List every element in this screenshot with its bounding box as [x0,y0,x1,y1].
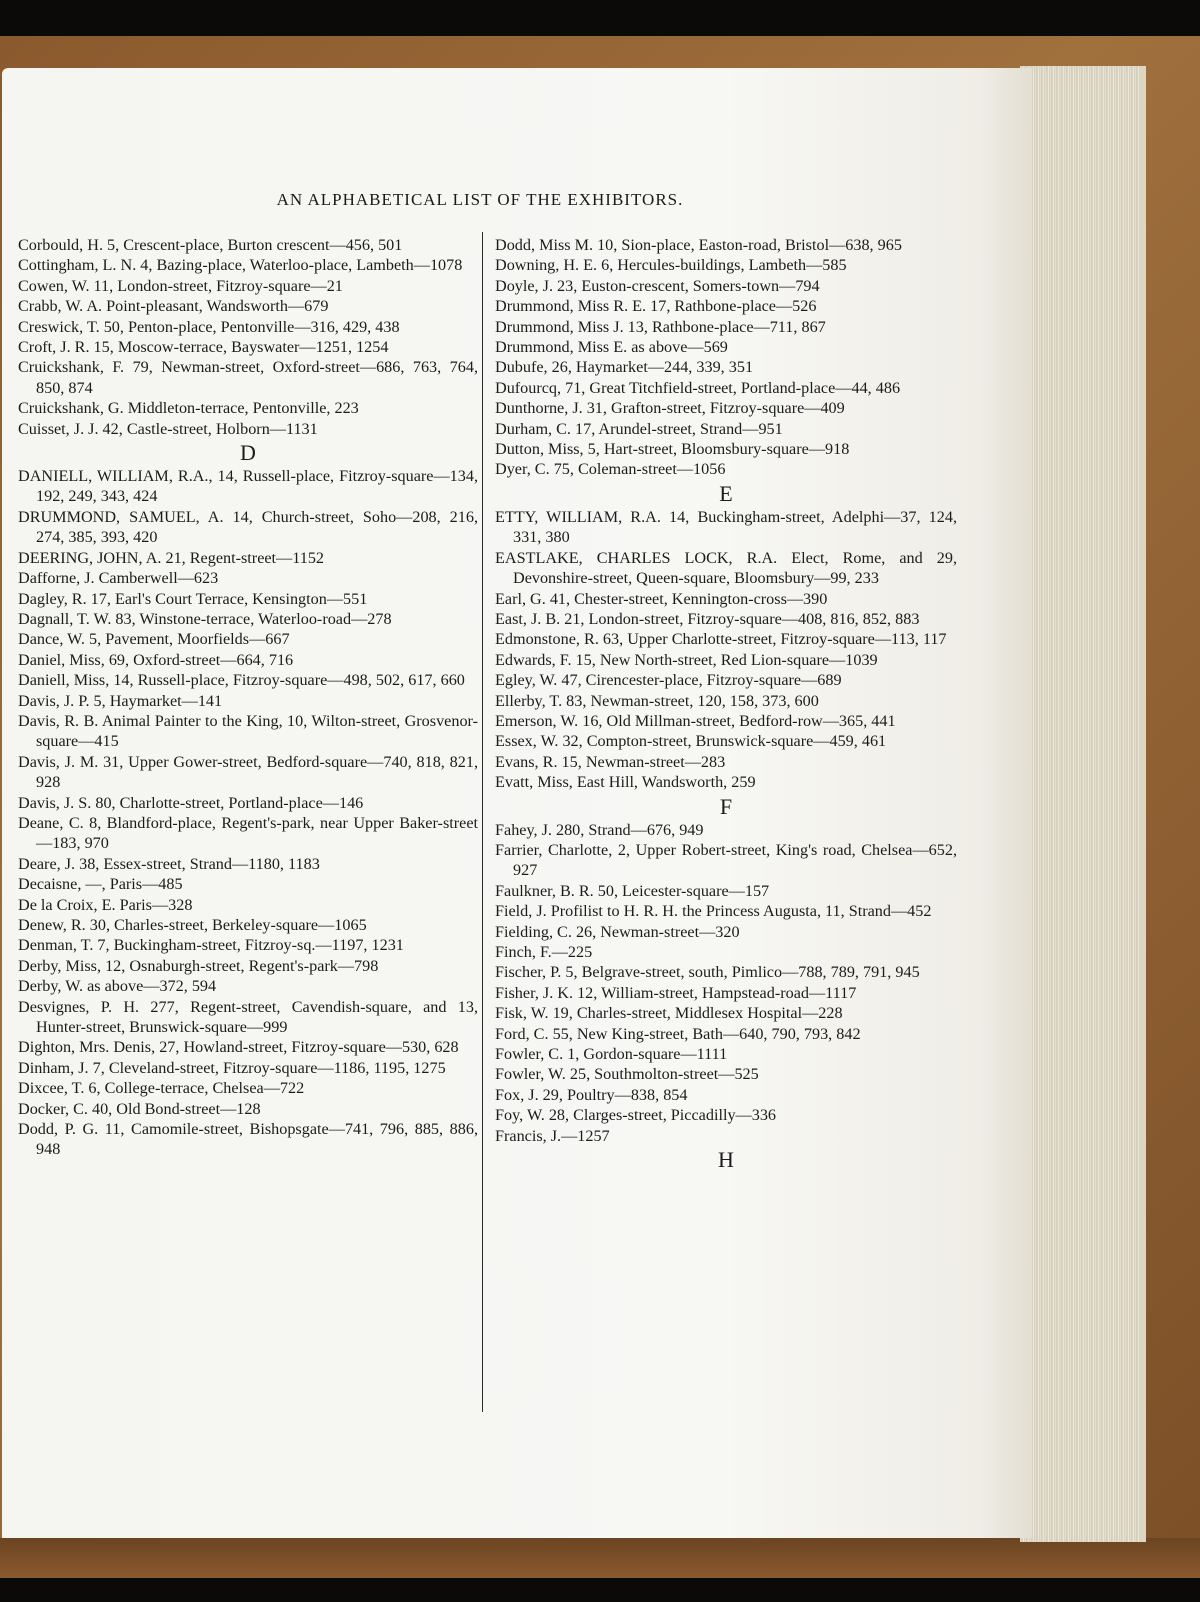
exhibitor-entry: Fox, J. 29, Poultry—838, 854 [495,1085,688,1104]
exhibitor-entry: Dodd, Miss M. 10, Sion-place, Easton-road, Bristol—638, 965 [495,236,902,254]
page-title: AN ALPHABETICAL LIST OF THE EXHIBITORS. [276,190,684,209]
page-edges [1020,66,1146,1542]
exhibitor-entry: Fisk, W. 19, Charles-street, Middlesex Hospital—228 [495,1004,843,1023]
exhibitor-entry: Davis, J. S. 80, Charlotte-street, Portland-place—146 [18,793,364,812]
exhibitor-entry: Denman, T. 7, Buckingham-street, Fitzroy-sq.—1197, 1231 [18,936,404,955]
exhibitor-entry: Farrier, Charlotte, 2, Upper Robert-street, King's road, Chelsea—652, 927 [495,840,957,880]
exhibitor-entry: Davis, J. P. 5, Haymarket—141 [18,691,223,710]
section-letter: F [719,793,733,819]
exhibitor-entry: DEERING, JOHN, A. 21, Regent-street—1152 [18,548,325,567]
exhibitor-entry: Fielding, C. 26, Newman-street—320 [495,922,740,941]
exhibitor-entry: Corbould, H. 5, Crescent-place, Burton crescent—456, 501 [18,236,403,254]
exhibitor-entry: Dighton, Mrs. Denis, 27, Howland-street, Fitzroy-square—530, 628 [18,1038,459,1057]
exhibitor-entry: Faulkner, B. R. 50, Leicester-square—157 [495,881,770,900]
exhibitor-entry: Fahey, J. 280, Strand—676, 949 [495,820,704,839]
exhibitor-entry: Denew, R. 30, Charles-street, Berkeley-square—1065 [18,916,367,934]
exhibitor-entry: Drummond, Miss E. as above—569 [495,338,728,357]
exhibitor-entry: Derby, W. as above—372, 594 [18,977,217,996]
exhibitor-entry: Fowler, W. 25, Southmolton-street—525 [495,1065,759,1084]
exhibitor-entry: DRUMMOND, SAMUEL, A. 14, Church-street, Soho—208, 216, 274, 385, 393, 420 [18,507,478,547]
exhibitor-entry: Dyer, C. 75, Coleman-street—1056 [495,460,726,479]
exhibitor-entry: Dufourcq, 71, Great Titchfield-street, Portland-place—44, 486 [495,378,901,397]
exhibitor-entry: Dodd, P. G. 11, Camomile-street, Bishopsgate—741, 796, 885, 886, 948 [18,1120,478,1159]
exhibitor-entry: Davis, J. M. 31, Upper Gower-street, Bedford-square—740, 818, 821, 928 [18,752,478,792]
exhibitor-entry: ETTY, WILLIAM, R.A. 14, Buckingham-street, Adelphi—37, 124, 331, 380 [495,507,957,547]
exhibitor-entry: Fischer, P. 5, Belgrave-street, south, Pimlico—788, 789, 791, 945 [495,963,920,982]
exhibitor-entry: De la Croix, E. Paris—328 [18,895,193,914]
exhibitor-entry: Edwards, F. 15, New North-street, Red Lion-square—1039 [495,650,878,669]
exhibitor-entry: Finch, F.—225 [495,943,593,961]
exhibitor-entry: Earl, G. 41, Chester-street, Kennington-cross—390 [495,589,828,608]
book-cover-bottom [0,1538,1200,1578]
exhibitor-entry: Edmonstone, R. 63, Upper Charlotte-street, Fitzroy-square—113, 117 [495,630,947,649]
exhibitor-entry: Deare, J. 38, Essex-street, Strand—1180, 1183 [18,854,320,873]
left-column [18,235,478,1160]
exhibitor-entry: Emerson, W. 16, Old Millman-street, Bedford-row—365, 441 [495,711,896,730]
exhibitor-entry: Cuisset, J. J. 42, Castle-street, Holborn—1131 [18,419,318,438]
exhibitor-entry: Ellerby, T. 83, Newman-street, 120, 158, 373, 600 [495,691,819,710]
exhibitor-entry: Doyle, J. 23, Euston-crescent, Somers-town—794 [495,276,820,295]
exhibitor-entry: Drummond, Miss J. 13, Rathbone-place—711, 867 [495,317,826,336]
exhibitor-entry: Drummond, Miss R. E. 17, Rathbone-place—526 [495,297,817,316]
exhibitor-entry: Fisher, J. K. 12, William-street, Hampstead-road—1117 [495,983,857,1002]
exhibitor-entry: Francis, J.—1257 [495,1126,610,1145]
exhibitor-entry: Fowler, C. 1, Gordon-square—1111 [495,1045,728,1064]
exhibitor-entry: Cruickshank, G. Middleton-terrace, Pentonville, 223 [18,399,359,418]
exhibitor-entry: Crabb, W. A. Point-pleasant, Wandsworth—679 [18,297,329,316]
exhibitor-entry: Durham, C. 17, Arundel-street, Strand—951 [495,419,783,438]
exhibitor-entry: EASTLAKE, CHARLES LOCK, R.A. Elect, Rome, and 29, Devonshire-street, Queen-square, Bloomsbury—99, 233 [495,548,957,588]
exhibitor-entry: Derby, Miss, 12, Osnaburgh-street, Regent's-park—798 [18,956,379,975]
exhibitor-entry: DANIELL, WILLIAM, R.A., 14, Russell-place, Fitzroy-square—134, 192, 249, 343, 424 [18,467,478,506]
exhibitor-entry: Evans, R. 15, Newman-street—283 [495,752,726,771]
exhibitor-entry: Docker, C. 40, Old Bond-street—128 [18,1099,261,1118]
exhibitor-entry: Field, J. Profilist to H. R. H. the Princess Augusta, 11, Strand—452 [495,902,932,921]
section-letter: E [719,480,733,506]
exhibitor-entry: Cowen, W. 11, London-street, Fitzroy-square—21 [18,276,343,295]
exhibitor-entry: Dutton, Miss, 5, Hart-street, Bloomsbury-square—918 [495,440,850,459]
exhibitor-entry: Ford, C. 55, New King-street, Bath—640, 790, 793, 842 [495,1024,861,1043]
exhibitor-entry: Dubufe, 26, Haymarket—244, 339, 351 [495,358,754,377]
exhibitor-entry: Dance, W. 5, Pavement, Moorfields—667 [18,630,290,649]
exhibitor-entry: Downing, H. E. 6, Hercules-buildings, Lambeth—585 [495,256,847,275]
exhibitor-entry: Daniell, Miss, 14, Russell-place, Fitzroy-square—498, 502, 617, 660 [18,671,465,690]
exhibitor-entry: Egley, W. 47, Cirencester-place, Fitzroy-square—689 [495,671,842,690]
section-letter: D [240,440,256,466]
exhibitor-entry: Cottingham, L. N. 4, Bazing-place, Waterloo-place, Lambeth—1078 [18,256,463,275]
exhibitor-entry: Dagnall, T. W. 83, Winstone-terrace, Waterloo-road—278 [18,609,392,628]
exhibitor-entry: Dunthorne, J. 31, Grafton-street, Fitzroy-square—409 [495,399,845,418]
exhibitor-entry: Desvignes, P. H. 277, Regent-street, Cavendish-square, and 13, Hunter-street, Brunswick-square—999 [18,997,478,1037]
column-divider [482,232,483,1412]
exhibitor-entry: Croft, J. R. 15, Moscow-terrace, Bayswater—1251, 1254 [18,338,389,357]
section-letter: H [718,1147,734,1173]
exhibitor-entry: Foy, W. 28, Clarges-street, Piccadilly—336 [495,1106,777,1125]
right-column [495,235,957,1173]
exhibitor-entry: Deane, C. 8, Blandford-place, Regent's-park, near Upper Baker-street—183, 970 [18,813,478,853]
exhibitor-entry: Decaisne, —, Paris—485 [18,875,183,894]
exhibitor-entry: Dagley, R. 17, Earl's Court Terrace, Kensington—551 [18,589,368,608]
exhibitor-entry: Davis, R. B. Animal Painter to the King, 10, Wilton-street, Grosvenor-square—415 [18,711,478,751]
exhibitor-entry: Dafforne, J. Camberwell—623 [18,569,219,588]
exhibitor-entry: Creswick, T. 50, Penton-place, Pentonville—316, 429, 438 [18,317,400,336]
exhibitor-entry: East, J. B. 21, London-street, Fitzroy-square—408, 816, 852, 883 [495,609,920,628]
exhibitor-entry: Daniel, Miss, 69, Oxford-street—664, 716 [18,650,294,669]
exhibitor-entry: Essex, W. 32, Compton-street, Brunswick-square—459, 461 [495,732,887,751]
exhibitor-entry: Dixcee, T. 6, College-terrace, Chelsea—722 [18,1079,305,1098]
exhibitor-entry: Dinham, J. 7, Cleveland-street, Fitzroy-square—1186, 1195, 1275 [18,1058,446,1077]
exhibitor-entry: Evatt, Miss, East Hill, Wandsworth, 259 [495,773,756,792]
exhibitor-entry: Cruickshank, F. 79, Newman-street, Oxford-street—686, 763, 764, 850, 874 [18,358,478,397]
